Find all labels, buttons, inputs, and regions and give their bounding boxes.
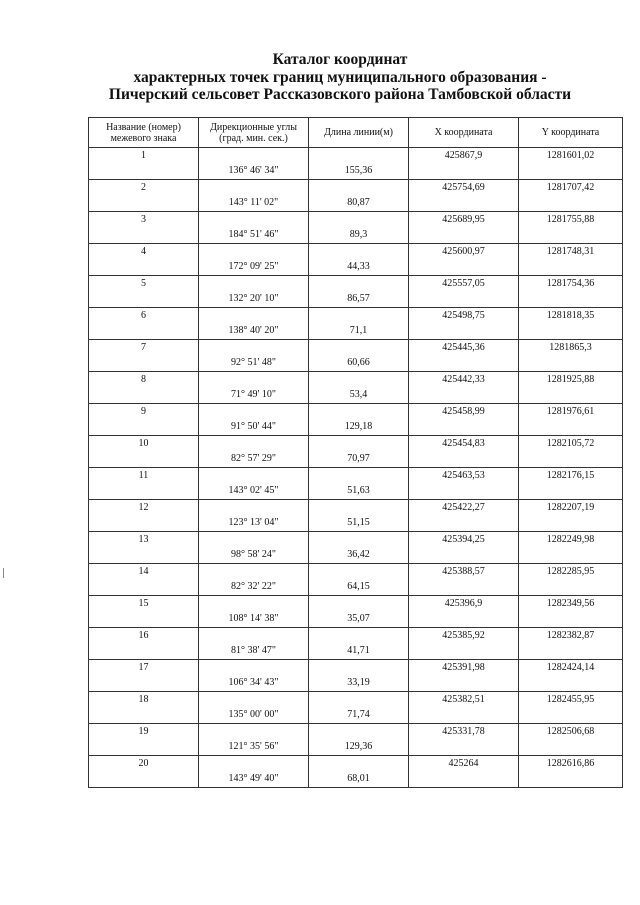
x-coordinate-cell: 425264 xyxy=(409,756,519,772)
direction-angle-cell: 82° 32' 22" xyxy=(199,580,309,596)
table-row-segment xyxy=(89,228,623,244)
table-row-point xyxy=(89,404,623,420)
direction-angle-cell: 71° 49' 10" xyxy=(199,388,309,404)
table-row-segment xyxy=(89,260,623,276)
y-coordinate-cell: 1282424,14 xyxy=(519,660,623,676)
direction-angle-cell: 92° 51' 48" xyxy=(199,356,309,372)
y-coordinate-cell-empty xyxy=(519,484,623,500)
point-name-cell-empty xyxy=(89,612,199,628)
point-name-cell-empty xyxy=(89,644,199,660)
table-row-point xyxy=(89,660,623,676)
direction-angle-cell: 98° 58' 24" xyxy=(199,548,309,564)
y-coordinate-cell-empty xyxy=(519,516,623,532)
angle-cell-empty xyxy=(199,276,309,292)
header-y: Y координата xyxy=(519,118,623,148)
angle-cell-empty xyxy=(199,724,309,740)
angle-cell-empty xyxy=(199,340,309,356)
x-coordinate-cell-empty xyxy=(409,292,519,308)
x-coordinate-cell-empty xyxy=(409,356,519,372)
line-length-cell: 51,63 xyxy=(309,484,409,500)
table-row-segment xyxy=(89,452,623,468)
y-coordinate-cell: 1282285,95 xyxy=(519,564,623,580)
x-coordinate-cell: 425458,99 xyxy=(409,404,519,420)
x-coordinate-cell-empty xyxy=(409,580,519,596)
direction-angle-cell: 184° 51' 46" xyxy=(199,228,309,244)
y-coordinate-cell-empty xyxy=(519,196,623,212)
angle-cell-empty xyxy=(199,212,309,228)
table-row-point xyxy=(89,180,623,196)
table-row-segment xyxy=(89,644,623,660)
line-length-cell: 44,33 xyxy=(309,260,409,276)
point-name-cell-empty xyxy=(89,260,199,276)
point-name-cell-empty xyxy=(89,740,199,756)
point-name-cell: 11 xyxy=(89,468,199,484)
table-row-segment xyxy=(89,516,623,532)
y-coordinate-cell: 1282382,87 xyxy=(519,628,623,644)
line-length-cell: 53,4 xyxy=(309,388,409,404)
line-length-cell: 36,42 xyxy=(309,548,409,564)
table-row-point xyxy=(89,596,623,612)
line-length-cell: 51,15 xyxy=(309,516,409,532)
y-coordinate-cell-empty xyxy=(519,740,623,756)
point-name-cell-empty xyxy=(89,516,199,532)
title-line-3: Пичерский сельсовет Рассказовского района Тамбовской области xyxy=(108,86,572,104)
line-length-cell: 70,97 xyxy=(309,452,409,468)
header-length: Длина линии(м) xyxy=(309,118,409,148)
y-coordinate-cell: 1281707,42 xyxy=(519,180,623,196)
x-coordinate-cell: 425689,95 xyxy=(409,212,519,228)
y-coordinate-cell: 1282506,68 xyxy=(519,724,623,740)
x-coordinate-cell-empty xyxy=(409,772,519,788)
point-name-cell: 3 xyxy=(89,212,199,228)
point-name-cell: 9 xyxy=(89,404,199,420)
table-row-point xyxy=(89,628,623,644)
angle-cell-empty xyxy=(199,532,309,548)
point-name-cell: 6 xyxy=(89,308,199,324)
y-coordinate-cell: 1281755,88 xyxy=(519,212,623,228)
y-coordinate-cell-empty xyxy=(519,612,623,628)
angle-cell-empty xyxy=(199,148,309,164)
table-row-segment xyxy=(89,580,623,596)
table-row-segment xyxy=(89,740,623,756)
line-length-cell: 41,71 xyxy=(309,644,409,660)
line-length-cell: 33,19 xyxy=(309,676,409,692)
table-row-point xyxy=(89,756,623,772)
point-name-cell: 18 xyxy=(89,692,199,708)
table-body xyxy=(89,148,623,788)
table-row-segment xyxy=(89,676,623,692)
point-name-cell-empty xyxy=(89,228,199,244)
angle-cell-empty xyxy=(199,372,309,388)
point-name-cell-empty xyxy=(89,164,199,180)
y-coordinate-cell-empty xyxy=(519,292,623,308)
point-name-cell: 7 xyxy=(89,340,199,356)
y-coordinate-cell: 1282455,95 xyxy=(519,692,623,708)
table-row-point xyxy=(89,212,623,228)
x-coordinate-cell-empty xyxy=(409,452,519,468)
point-name-cell-empty xyxy=(89,292,199,308)
y-coordinate-cell-empty xyxy=(519,580,623,596)
table-row-segment xyxy=(89,484,623,500)
point-name-cell: 15 xyxy=(89,596,199,612)
angle-cell-empty xyxy=(199,436,309,452)
angle-cell-empty xyxy=(199,180,309,196)
angle-cell-empty xyxy=(199,404,309,420)
line-length-cell: 86,57 xyxy=(309,292,409,308)
direction-angle-cell: 135° 00' 00" xyxy=(199,708,309,724)
point-name-cell: 19 xyxy=(89,724,199,740)
y-coordinate-cell: 1282105,72 xyxy=(519,436,623,452)
table-row-segment xyxy=(89,612,623,628)
table-row-point xyxy=(89,276,623,292)
table-row-segment xyxy=(89,420,623,436)
table-row-point xyxy=(89,340,623,356)
y-coordinate-cell: 1282349,56 xyxy=(519,596,623,612)
length-cell-empty xyxy=(309,308,409,324)
point-name-cell: 4 xyxy=(89,244,199,260)
line-length-cell: 129,36 xyxy=(309,740,409,756)
point-name-cell-empty xyxy=(89,324,199,340)
document-title xyxy=(60,51,620,104)
x-coordinate-cell-empty xyxy=(409,228,519,244)
direction-angle-cell: 81° 38' 47" xyxy=(199,644,309,660)
line-length-cell: 155,36 xyxy=(309,164,409,180)
angle-cell-empty xyxy=(199,244,309,260)
point-name-cell: 14 xyxy=(89,564,199,580)
x-coordinate-cell: 425382,51 xyxy=(409,692,519,708)
table-row-point xyxy=(89,468,623,484)
point-name-cell: 2 xyxy=(89,180,199,196)
point-name-cell-empty xyxy=(89,388,199,404)
point-name-cell-empty xyxy=(89,420,199,436)
x-coordinate-cell: 425331,78 xyxy=(409,724,519,740)
length-cell-empty xyxy=(309,372,409,388)
x-coordinate-cell-empty xyxy=(409,644,519,660)
y-coordinate-cell: 1282249,98 xyxy=(519,532,623,548)
direction-angle-cell: 106° 34' 43" xyxy=(199,676,309,692)
title-line-2: характерных точек границ муниципального образования - xyxy=(133,68,547,86)
point-name-cell: 1 xyxy=(89,148,199,164)
y-coordinate-cell: 1281865,3 xyxy=(519,340,623,356)
header-name: Название (номер) межевого знака xyxy=(89,118,199,148)
x-coordinate-cell: 425557,05 xyxy=(409,276,519,292)
x-coordinate-cell-empty xyxy=(409,548,519,564)
line-length-cell: 35,07 xyxy=(309,612,409,628)
length-cell-empty xyxy=(309,692,409,708)
x-coordinate-cell-empty xyxy=(409,196,519,212)
length-cell-empty xyxy=(309,212,409,228)
x-coordinate-cell-empty xyxy=(409,676,519,692)
direction-angle-cell: 121° 35' 56" xyxy=(199,740,309,756)
y-coordinate-cell-empty xyxy=(519,644,623,660)
point-name-cell: 13 xyxy=(89,532,199,548)
y-coordinate-cell: 1282616,86 xyxy=(519,756,623,772)
point-name-cell-empty xyxy=(89,196,199,212)
x-coordinate-cell-empty xyxy=(409,612,519,628)
angle-cell-empty xyxy=(199,756,309,772)
length-cell-empty xyxy=(309,628,409,644)
x-coordinate-cell: 425445,36 xyxy=(409,340,519,356)
margin-mark xyxy=(3,568,4,578)
direction-angle-cell: 91° 50' 44" xyxy=(199,420,309,436)
angle-cell-empty xyxy=(199,564,309,580)
line-length-cell: 129,18 xyxy=(309,420,409,436)
x-coordinate-cell: 425498,75 xyxy=(409,308,519,324)
x-coordinate-cell: 425867,9 xyxy=(409,148,519,164)
angle-cell-empty xyxy=(199,692,309,708)
y-coordinate-cell: 1281748,31 xyxy=(519,244,623,260)
point-name-cell-empty xyxy=(89,708,199,724)
direction-angle-cell: 143° 49' 40" xyxy=(199,772,309,788)
table-row-segment xyxy=(89,324,623,340)
x-coordinate-cell-empty xyxy=(409,420,519,436)
direction-angle-cell: 143° 02' 45" xyxy=(199,484,309,500)
y-coordinate-cell-empty xyxy=(519,164,623,180)
y-coordinate-cell: 1282207,19 xyxy=(519,500,623,516)
table-row-point xyxy=(89,436,623,452)
x-coordinate-cell-empty xyxy=(409,260,519,276)
table-row-point xyxy=(89,372,623,388)
x-coordinate-cell: 425396,9 xyxy=(409,596,519,612)
length-cell-empty xyxy=(309,404,409,420)
length-cell-empty xyxy=(309,340,409,356)
table-row-point xyxy=(89,148,623,164)
point-name-cell-empty xyxy=(89,484,199,500)
direction-angle-cell: 82° 57' 29" xyxy=(199,452,309,468)
length-cell-empty xyxy=(309,532,409,548)
x-coordinate-cell-empty xyxy=(409,484,519,500)
line-length-cell: 71,1 xyxy=(309,324,409,340)
table-row-segment xyxy=(89,708,623,724)
length-cell-empty xyxy=(309,436,409,452)
direction-angle-cell: 136° 46' 34" xyxy=(199,164,309,180)
table-header-row xyxy=(89,118,623,148)
line-length-cell: 64,15 xyxy=(309,580,409,596)
length-cell-empty xyxy=(309,564,409,580)
coordinates-table xyxy=(88,117,623,788)
y-coordinate-cell-empty xyxy=(519,548,623,564)
x-coordinate-cell-empty xyxy=(409,388,519,404)
length-cell-empty xyxy=(309,148,409,164)
table-row-point xyxy=(89,532,623,548)
y-coordinate-cell: 1281754,36 xyxy=(519,276,623,292)
y-coordinate-cell-empty xyxy=(519,356,623,372)
y-coordinate-cell-empty xyxy=(519,676,623,692)
table-row-segment xyxy=(89,356,623,372)
length-cell-empty xyxy=(309,596,409,612)
x-coordinate-cell-empty xyxy=(409,164,519,180)
angle-cell-empty xyxy=(199,660,309,676)
line-length-cell: 71,74 xyxy=(309,708,409,724)
y-coordinate-cell-empty xyxy=(519,260,623,276)
title-line-1: Каталог координат xyxy=(272,51,408,68)
table-row-point xyxy=(89,244,623,260)
y-coordinate-cell-empty xyxy=(519,452,623,468)
length-cell-empty xyxy=(309,660,409,676)
direction-angle-cell: 108° 14' 38" xyxy=(199,612,309,628)
point-name-cell: 17 xyxy=(89,660,199,676)
x-coordinate-cell: 425394,25 xyxy=(409,532,519,548)
point-name-cell-empty xyxy=(89,676,199,692)
point-name-cell-empty xyxy=(89,580,199,596)
table-row-segment xyxy=(89,548,623,564)
table-row-point xyxy=(89,308,623,324)
x-coordinate-cell-empty xyxy=(409,708,519,724)
length-cell-empty xyxy=(309,500,409,516)
header-angles: Дирекционные углы (град. мин. сек.) xyxy=(199,118,309,148)
x-coordinate-cell: 425463,53 xyxy=(409,468,519,484)
x-coordinate-cell-empty xyxy=(409,516,519,532)
angle-cell-empty xyxy=(199,468,309,484)
header-x: X координата xyxy=(409,118,519,148)
x-coordinate-cell: 425454,83 xyxy=(409,436,519,452)
length-cell-empty xyxy=(309,180,409,196)
y-coordinate-cell-empty xyxy=(519,324,623,340)
point-name-cell-empty xyxy=(89,452,199,468)
x-coordinate-cell-empty xyxy=(409,324,519,340)
point-name-cell: 8 xyxy=(89,372,199,388)
point-name-cell: 16 xyxy=(89,628,199,644)
direction-angle-cell: 143° 11' 02" xyxy=(199,196,309,212)
x-coordinate-cell-empty xyxy=(409,740,519,756)
y-coordinate-cell: 1282176,15 xyxy=(519,468,623,484)
length-cell-empty xyxy=(309,756,409,772)
point-name-cell: 12 xyxy=(89,500,199,516)
line-length-cell: 89,3 xyxy=(309,228,409,244)
table-row-point xyxy=(89,564,623,580)
x-coordinate-cell: 425388,57 xyxy=(409,564,519,580)
angle-cell-empty xyxy=(199,308,309,324)
y-coordinate-cell: 1281976,61 xyxy=(519,404,623,420)
line-length-cell: 68,01 xyxy=(309,772,409,788)
point-name-cell: 20 xyxy=(89,756,199,772)
table-row-segment xyxy=(89,196,623,212)
y-coordinate-cell: 1281601,02 xyxy=(519,148,623,164)
y-coordinate-cell-empty xyxy=(519,772,623,788)
table-row-segment xyxy=(89,388,623,404)
point-name-cell-empty xyxy=(89,548,199,564)
y-coordinate-cell-empty xyxy=(519,708,623,724)
line-length-cell: 80,87 xyxy=(309,196,409,212)
table-row-segment xyxy=(89,164,623,180)
length-cell-empty xyxy=(309,276,409,292)
length-cell-empty xyxy=(309,468,409,484)
point-name-cell: 5 xyxy=(89,276,199,292)
x-coordinate-cell: 425385,92 xyxy=(409,628,519,644)
x-coordinate-cell: 425754,69 xyxy=(409,180,519,196)
table-row-point xyxy=(89,692,623,708)
y-coordinate-cell-empty xyxy=(519,420,623,436)
table-row-point xyxy=(89,724,623,740)
table-row-segment xyxy=(89,772,623,788)
y-coordinate-cell: 1281818,35 xyxy=(519,308,623,324)
length-cell-empty xyxy=(309,244,409,260)
direction-angle-cell: 138° 40' 20" xyxy=(199,324,309,340)
line-length-cell: 60,66 xyxy=(309,356,409,372)
direction-angle-cell: 123° 13' 04" xyxy=(199,516,309,532)
table-row-segment xyxy=(89,292,623,308)
angle-cell-empty xyxy=(199,500,309,516)
point-name-cell: 10 xyxy=(89,436,199,452)
point-name-cell-empty xyxy=(89,356,199,372)
point-name-cell-empty xyxy=(89,772,199,788)
x-coordinate-cell: 425600,97 xyxy=(409,244,519,260)
direction-angle-cell: 172° 09' 25" xyxy=(199,260,309,276)
direction-angle-cell: 132° 20' 10" xyxy=(199,292,309,308)
angle-cell-empty xyxy=(199,628,309,644)
angle-cell-empty xyxy=(199,596,309,612)
length-cell-empty xyxy=(309,724,409,740)
x-coordinate-cell: 425391,98 xyxy=(409,660,519,676)
x-coordinate-cell: 425442,33 xyxy=(409,372,519,388)
y-coordinate-cell-empty xyxy=(519,228,623,244)
y-coordinate-cell: 1281925,88 xyxy=(519,372,623,388)
table-row-point xyxy=(89,500,623,516)
x-coordinate-cell: 425422,27 xyxy=(409,500,519,516)
y-coordinate-cell-empty xyxy=(519,388,623,404)
